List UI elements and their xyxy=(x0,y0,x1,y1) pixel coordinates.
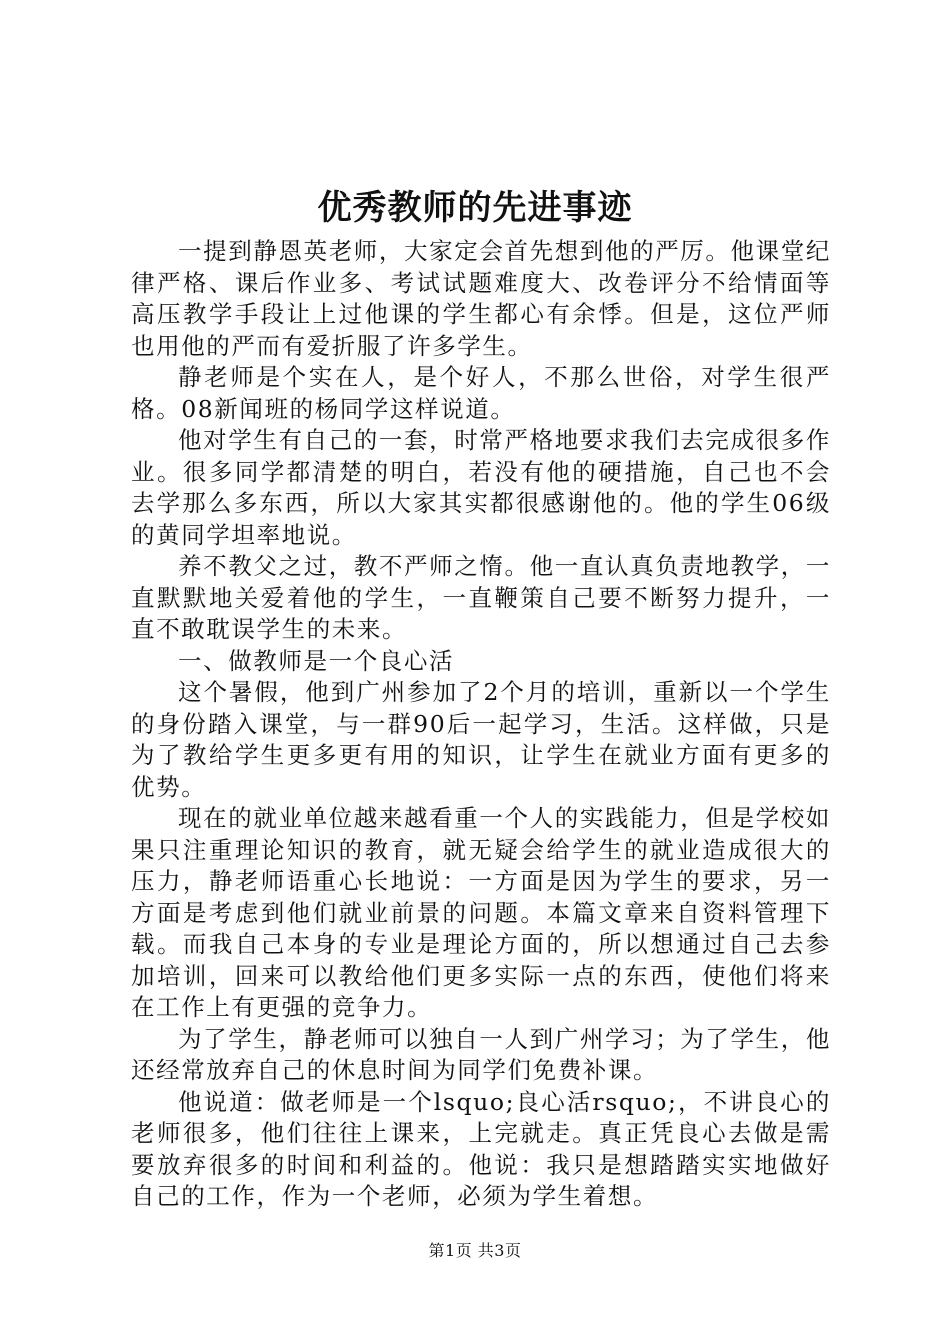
paragraph: 他对学生有自己的一套，时常严格地要求我们去完成很多作业。很多同学都清楚的明白，若没有他的硬措施，自己也不会去学那么多东西，所以大家其实都很感谢他的。他的学生06级的黄同学坦率地说。 xyxy=(131,426,831,549)
paragraph: 为了学生，静老师可以独自一人到广州学习；为了学生，他还经常放弃自己的休息时间为同学们免费补课。 xyxy=(131,1024,831,1084)
document-body xyxy=(131,236,831,1213)
paragraph: 这个暑假，他到广州参加了2个月的培训，重新以一个学生的身份踏入课堂，与一群90后一起学习，生活。这样做，只是为了教给学生更多更有用的知识，让学生在就业方面有更多的优势。 xyxy=(131,678,831,801)
page-footer: 第1页 共3页 xyxy=(428,1241,522,1260)
paragraph: 静老师是个实在人，是个好人，不那么世俗，对学生很严格。08新闻班的杨同学这样说道。 xyxy=(131,363,831,423)
section-heading: 一、做教师是一个良心活 xyxy=(178,646,455,675)
document-title: 优秀教师的先进事迹 xyxy=(317,188,633,228)
paragraph: 一提到静恩英老师，大家定会首先想到他的严厉。他课堂纪律严格、课后作业多、考试试题难度大、改卷评分不给情面等高压教学手段让上过他课的学生都心有余悸。但是，这位严师也用他的严而有爱折服了许多学生。 xyxy=(131,237,831,360)
paragraph: 养不教父之过，教不严师之惰。他一直认真负责地教学，一直默默地关爱着他的学生，一直鞭策自己要不断努力提升，一直不敢耽误学生的未来。 xyxy=(131,552,831,643)
paragraph: 现在的就业单位越来越看重一个人的实践能力，但是学校如果只注重理论知识的教育，就无疑会给学生的就业造成很大的压力，静老师语重心长地说：一方面是因为学生的要求，另一方面是考虑到他们就业前景的问题。本篇文章来自资料管理下载。而我自己本身的专业是理论方面的，所以想通过自己去参加培训，回来可以教给他们更多实际一点的东西，使他们将来在工作上有更强的竞争力。 xyxy=(131,804,831,1021)
paragraph: 他说道：做老师是一个lsquo;良心活rsquo;，不讲良心的老师很多，他们往往上课来，上完就走。真正凭良心去做是需要放弃很多的时间和利益的。他说：我只是想踏踏实实地做好自己的工作，作为一个老师，必须为学生着想。 xyxy=(131,1087,831,1210)
